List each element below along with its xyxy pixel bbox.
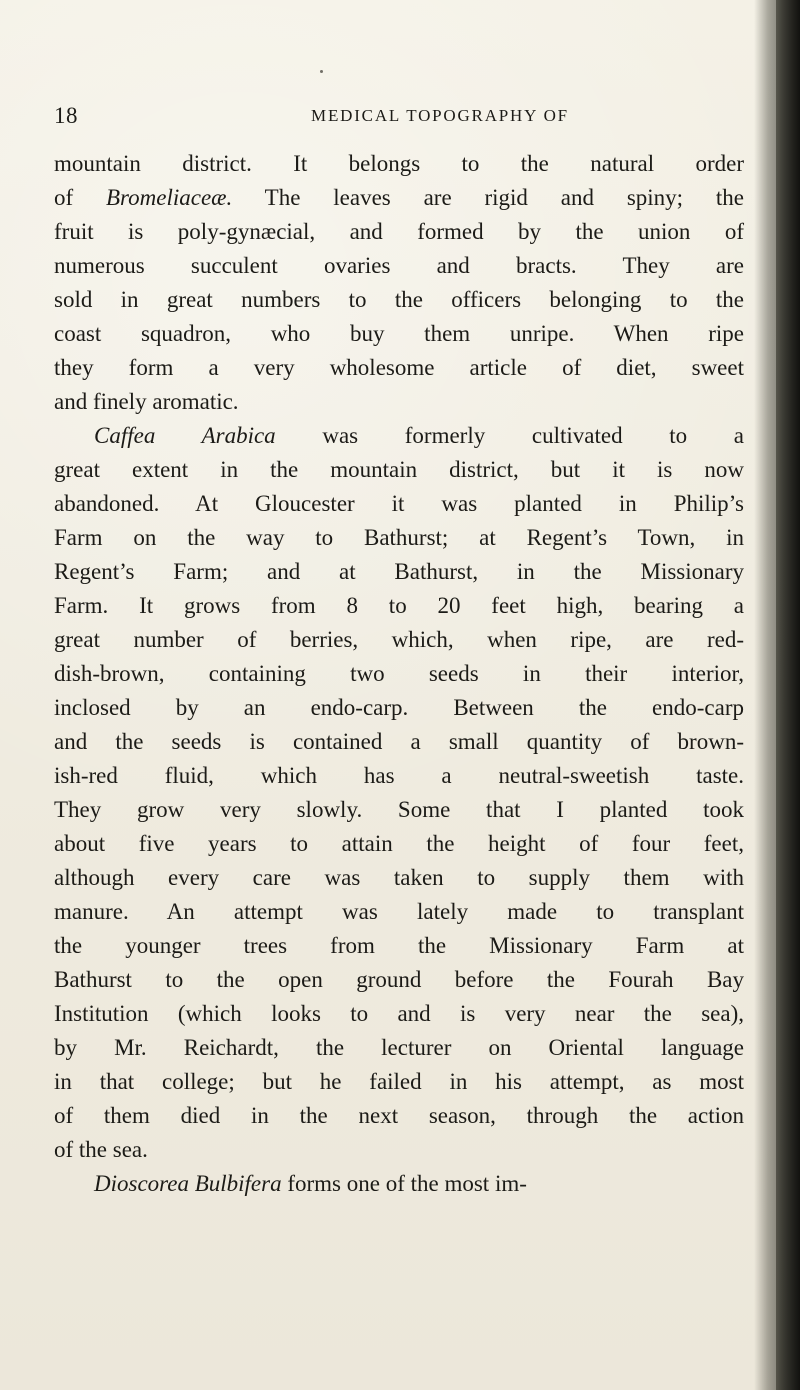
text-line: great number of berries, which, when ripe, are red- — [54, 627, 744, 652]
ink-speck — [320, 70, 323, 73]
text-line: of the sea. — [54, 1137, 148, 1162]
text-line: although every care was taken to supply them with — [54, 865, 744, 890]
text-line: and the seeds is contained a small quantity of brown- — [54, 729, 744, 754]
text-line: dish-brown, containing two seeds in their interior, — [54, 661, 744, 686]
text-line: They grow very slowly. Some that I planted took — [54, 797, 744, 822]
text-line: fruit is poly-gynæcial, and formed by the union of — [54, 219, 744, 244]
page-header — [0, 103, 800, 131]
text-line: in that college; but he failed in his attempt, as most — [54, 1069, 744, 1094]
text-line: ish-red fluid, which has a neutral-sweetish taste. — [54, 763, 744, 788]
text-line: Dioscorea Bulbifera forms one of the most im- — [94, 1171, 527, 1196]
text-line: Farm. It grows from 8 to 20 feet high, bearing a — [54, 593, 744, 618]
text-line: the younger trees from the Missionary Farm at — [54, 933, 744, 958]
text-line: numerous succulent ovaries and bracts. They are — [54, 253, 744, 278]
text-line: about five years to attain the height of four feet, — [54, 831, 744, 856]
text-line: Farm on the way to Bathurst; at Regent’s Town, in — [54, 525, 744, 550]
text-line: Bathurst to the open ground before the Fourah Bay — [54, 967, 744, 992]
text-line: sold in great numbers to the officers belonging to the — [54, 287, 744, 312]
text-line: great extent in the mountain district, but it is now — [54, 457, 744, 482]
text-line: and finely aromatic. — [54, 389, 239, 414]
botanical-name: Caffea Arabica — [94, 423, 276, 448]
text-line: of Bromeliaceæ. The leaves are rigid and spiny; the — [54, 185, 744, 210]
running-head: MEDICAL TOPOGRAPHY OF — [311, 106, 569, 125]
text-line: manure. An attempt was lately made to transplant — [54, 899, 744, 924]
text-line: by Mr. Reichardt, the lecturer on Oriental language — [54, 1035, 744, 1060]
botanical-name: Dioscorea Bulbifera — [94, 1171, 282, 1196]
text-line: of them died in the next season, through the action — [54, 1103, 744, 1128]
text-line: mountain district. It belongs to the natural order — [54, 151, 744, 176]
botanical-name: Bromeliaceæ. — [106, 185, 233, 210]
text-line: Institution (which looks to and is very near the sea), — [54, 1001, 744, 1026]
body-text — [54, 147, 744, 1201]
text-line: they form a very wholesome article of diet, sweet — [54, 355, 744, 380]
text-line: inclosed by an endo-carp. Between the endo-carp — [54, 695, 744, 720]
text-line: Caffea Arabica was formerly cultivated to a — [94, 423, 744, 448]
book-binding-edge — [776, 0, 800, 1390]
page-number: 18 — [54, 103, 78, 128]
text-line: abandoned. At Gloucester it was planted in Philip’s — [54, 491, 744, 516]
text-line: Regent’s Farm; and at Bathurst, in the Missionary — [54, 559, 744, 584]
text-line: coast squadron, who buy them unripe. When ripe — [54, 321, 744, 346]
